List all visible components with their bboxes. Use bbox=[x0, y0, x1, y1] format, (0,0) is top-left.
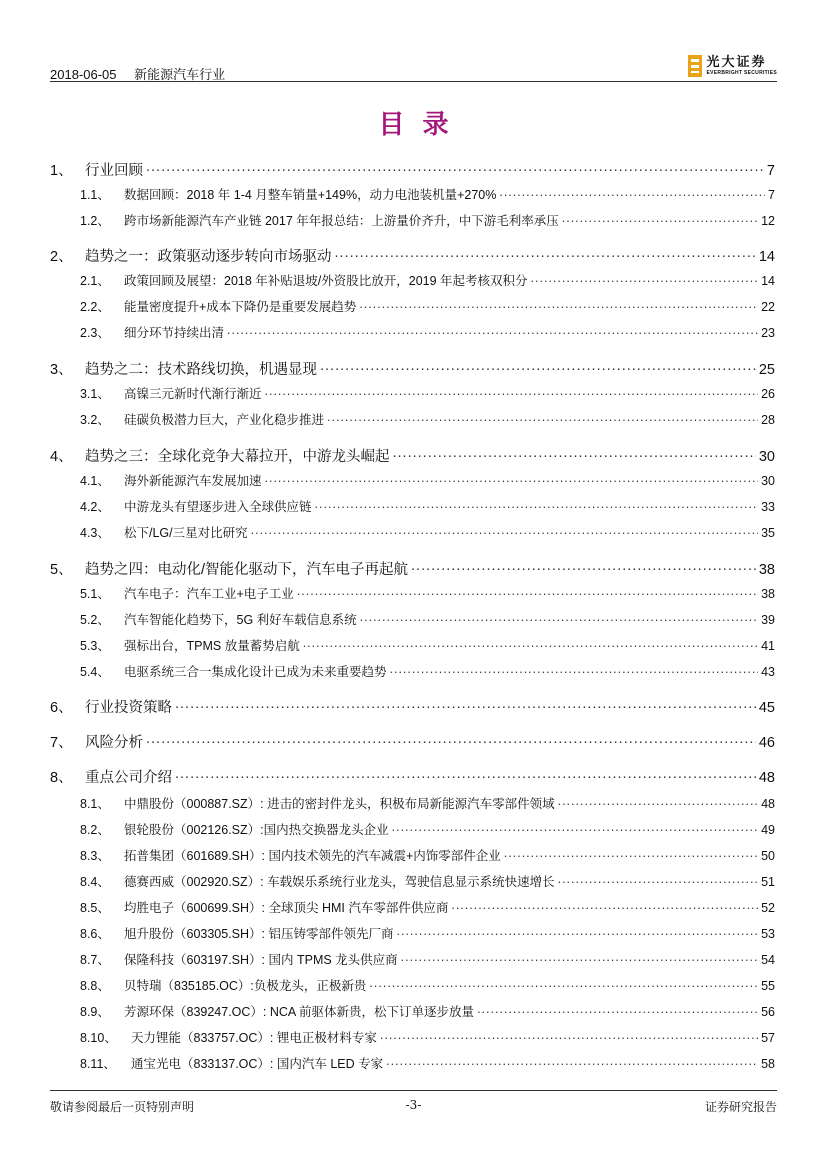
toc-number: 1.1、 bbox=[80, 188, 110, 202]
toc-number: 2.1、 bbox=[80, 274, 110, 288]
toc-page-number: 46 bbox=[758, 735, 775, 751]
toc-title[interactable]: 芳源环保（839247.OC）: NCA 前驱体新贵，松下订单逐步放量 bbox=[124, 1005, 475, 1019]
toc-number: 2.2、 bbox=[80, 300, 110, 314]
toc-page-number: 48 bbox=[758, 770, 775, 786]
toc-number: 8.9、 bbox=[80, 1005, 110, 1019]
toc-page-number: 7 bbox=[768, 188, 775, 202]
toc-number: 4.3、 bbox=[80, 526, 110, 540]
toc-page-number: 33 bbox=[761, 500, 775, 514]
toc-number: 8.4、 bbox=[80, 875, 110, 889]
toc-leader-dots bbox=[401, 952, 758, 965]
toc-number: 5.4、 bbox=[80, 665, 110, 679]
toc-title[interactable]: 中鼎股份（000887.SZ）: 进击的密封件龙头，积极布局新能源汽车零部件领域 bbox=[124, 797, 555, 811]
toc-title[interactable]: 行业投资策略 bbox=[85, 700, 172, 716]
toc-leader-dots bbox=[227, 325, 758, 338]
toc-section[interactable] bbox=[50, 636, 775, 654]
footer-divider bbox=[50, 1090, 777, 1091]
toc-page-number: 28 bbox=[761, 413, 775, 427]
toc-section[interactable] bbox=[50, 950, 775, 968]
toc-number: 8.2、 bbox=[80, 823, 110, 837]
toc-title[interactable]: 天力锂能（833757.OC）: 锂电正极材料专家 bbox=[131, 1031, 377, 1045]
toc-number: 8.8、 bbox=[80, 979, 110, 993]
toc-section[interactable] bbox=[50, 1028, 775, 1046]
everbright-logo-icon bbox=[688, 55, 702, 77]
industry-name: 新能源汽车行业 bbox=[134, 67, 226, 82]
toc-leader-dots bbox=[297, 586, 758, 599]
toc-leader-dots bbox=[451, 900, 758, 913]
toc-section[interactable] bbox=[50, 584, 775, 602]
toc-title[interactable]: 行业回顾 bbox=[85, 163, 143, 179]
logo-english-name: EVERBRIGHT SECURITIES bbox=[706, 70, 777, 76]
toc-page-number: 30 bbox=[761, 474, 775, 488]
toc-page-number: 25 bbox=[758, 362, 775, 378]
toc-leader-dots bbox=[393, 447, 756, 462]
toc-section[interactable] bbox=[50, 1002, 775, 1020]
toc-title[interactable]: 电驱系统三合一集成化设计已成为未来重要趋势 bbox=[124, 665, 387, 679]
toc-number: 8.6、 bbox=[80, 927, 110, 941]
header-divider bbox=[50, 81, 777, 82]
toc-leader-dots bbox=[531, 273, 759, 286]
toc-leader-dots bbox=[175, 698, 756, 713]
toc-title[interactable]: 趋势之一：政策驱动逐步转向市场驱动 bbox=[85, 249, 332, 265]
toc-chapter[interactable] bbox=[50, 245, 775, 266]
toc-leader-dots bbox=[360, 612, 758, 625]
toc-title[interactable]: 贝特瑞（835185.OC）:负极龙头，正极新贵 bbox=[124, 979, 367, 993]
toc-section[interactable] bbox=[50, 211, 775, 229]
toc-title[interactable]: 中游龙头有望逐步进入全球供应链 bbox=[124, 500, 312, 514]
toc-title[interactable]: 旭升股份（603305.SH）: 铝压铸零部件领先厂商 bbox=[124, 927, 394, 941]
toc-number: 1、 bbox=[50, 163, 73, 179]
toc-section[interactable] bbox=[50, 185, 775, 203]
toc-section[interactable] bbox=[50, 662, 775, 680]
toc-page-number: 39 bbox=[761, 613, 775, 627]
toc-leader-dots bbox=[558, 796, 758, 809]
toc-page-number: 54 bbox=[761, 953, 775, 967]
toc-section[interactable] bbox=[50, 523, 775, 541]
toc-number: 5、 bbox=[50, 562, 73, 578]
toc-title[interactable]: 数据回顾：2018 年 1-4 月整车销量+149%，动力电池装机量+270% bbox=[124, 188, 497, 202]
toc-leader-dots bbox=[303, 638, 758, 651]
toc-page-number: 12 bbox=[761, 214, 775, 228]
toc-title[interactable]: 政策回顾及展望：2018 年补贴退坡/外资股比放开，2019 年起考核双积分 bbox=[124, 274, 528, 288]
toc-number: 3、 bbox=[50, 362, 73, 378]
toc-section[interactable] bbox=[50, 872, 775, 890]
toc-leader-dots bbox=[411, 560, 756, 575]
toc-leader-dots bbox=[397, 926, 759, 939]
toc-leader-dots bbox=[265, 473, 759, 486]
toc-page-number: 26 bbox=[761, 387, 775, 401]
toc-chapter[interactable] bbox=[50, 445, 775, 466]
toc-section[interactable] bbox=[50, 846, 775, 864]
toc-number: 8.11、 bbox=[80, 1057, 116, 1071]
toc-number: 5.3、 bbox=[80, 639, 110, 653]
toc-number: 5.1、 bbox=[80, 587, 110, 601]
toc-page-number: 14 bbox=[761, 274, 775, 288]
toc-page-number: 41 bbox=[761, 639, 775, 653]
toc-chapter[interactable] bbox=[50, 696, 775, 717]
toc-number: 8.1、 bbox=[80, 797, 110, 811]
page-number: -3- bbox=[405, 1098, 422, 1112]
logo-chinese-name: 光大证券 bbox=[706, 55, 767, 70]
toc-title[interactable]: 强标出台，TPMS 放量蓄势启航 bbox=[124, 639, 300, 653]
toc-number: 4、 bbox=[50, 449, 73, 465]
toc-leader-dots bbox=[390, 664, 759, 677]
toc-title[interactable]: 海外新能源汽车发展加速 bbox=[124, 474, 262, 488]
toc-leader-dots bbox=[499, 187, 765, 200]
toc-page-number: 38 bbox=[761, 587, 775, 601]
toc-title[interactable]: 细分环节持续出清 bbox=[124, 326, 225, 340]
toc-title[interactable]: 汽车电子：汽车工业+电子工业 bbox=[124, 587, 294, 601]
toc-section[interactable] bbox=[50, 898, 775, 916]
toc-leader-dots bbox=[380, 1030, 758, 1043]
toc-section[interactable] bbox=[50, 976, 775, 994]
toc-leader-dots bbox=[327, 412, 758, 425]
toc-leader-dots bbox=[146, 733, 756, 748]
toc-chapter[interactable] bbox=[50, 766, 775, 787]
toc-chapter[interactable] bbox=[50, 731, 775, 752]
toc-title[interactable]: 保隆科技（603197.SH）: 国内 TPMS 龙头供应商 bbox=[124, 953, 398, 967]
toc-title[interactable]: 趋势之二：技术路线切换，机遇显现 bbox=[85, 362, 317, 378]
page-title: 目录 bbox=[378, 110, 467, 140]
toc-leader-dots bbox=[386, 1056, 758, 1069]
disclaimer-note: 敬请参阅最后一页特别声明 bbox=[50, 1100, 195, 1114]
toc-section[interactable] bbox=[50, 924, 775, 942]
toc-page-number: 52 bbox=[761, 901, 775, 915]
toc-number: 8.10、 bbox=[80, 1031, 117, 1045]
toc-leader-dots bbox=[265, 386, 759, 399]
toc-chapter[interactable] bbox=[50, 159, 775, 180]
toc-number: 8.3、 bbox=[80, 849, 110, 863]
toc-leader-dots bbox=[175, 768, 756, 783]
toc-number: 8.7、 bbox=[80, 953, 110, 967]
toc-title[interactable]: 风险分析 bbox=[85, 735, 143, 751]
toc-title[interactable]: 德赛西威（002920.SZ）: 车载娱乐系统行业龙头，驾驶信息显示系统快速增长 bbox=[124, 875, 555, 889]
toc-chapter[interactable] bbox=[50, 358, 775, 379]
toc-section[interactable] bbox=[50, 323, 775, 341]
toc-page-number: 38 bbox=[758, 562, 775, 578]
toc-page-number: 45 bbox=[758, 700, 775, 716]
toc-number: 2、 bbox=[50, 249, 73, 265]
toc-page-number: 51 bbox=[761, 875, 775, 889]
toc-leader-dots bbox=[392, 822, 758, 835]
toc-page-number: 35 bbox=[761, 526, 775, 540]
toc-title[interactable]: 硅碳负极潜力巨大，产业化稳步推进 bbox=[124, 413, 325, 427]
toc-number: 3.1、 bbox=[80, 387, 110, 401]
toc-page-number: 49 bbox=[761, 823, 775, 837]
toc-number: 1.2、 bbox=[80, 214, 110, 228]
toc-page-number: 56 bbox=[761, 1005, 775, 1019]
toc-leader-dots bbox=[477, 1004, 758, 1017]
toc-section[interactable] bbox=[50, 410, 775, 428]
toc-section[interactable] bbox=[50, 497, 775, 515]
toc-leader-dots bbox=[504, 848, 758, 861]
toc-title[interactable]: 银轮股份（002126.SZ）:国内热交换器龙头企业 bbox=[124, 823, 389, 837]
toc-leader-dots bbox=[558, 874, 758, 887]
toc-page-number: 14 bbox=[758, 249, 775, 265]
toc-section[interactable] bbox=[50, 297, 775, 315]
report-type: 证券研究报告 bbox=[704, 1100, 777, 1114]
toc-page-number: 30 bbox=[758, 449, 775, 465]
toc-leader-dots bbox=[146, 161, 764, 176]
toc-page-number: 58 bbox=[761, 1057, 775, 1071]
toc-title[interactable]: 能量密度提升+成本下降仍是重要发展趋势 bbox=[124, 300, 357, 314]
page-header bbox=[50, 52, 777, 82]
toc-title[interactable]: 汽车智能化趋势下，5G 利好车载信息系统 bbox=[124, 613, 357, 627]
company-logo bbox=[688, 52, 777, 80]
toc-page-number: 7 bbox=[766, 163, 775, 179]
toc-number: 4.2、 bbox=[80, 500, 110, 514]
toc-section[interactable] bbox=[50, 610, 775, 628]
toc-title[interactable]: 趋势之三：全球化竞争大幕拉开，中游龙头崛起 bbox=[85, 449, 390, 465]
report-date: 2018-06-05 bbox=[50, 67, 117, 82]
toc-leader-dots bbox=[369, 978, 758, 991]
toc-number: 7、 bbox=[50, 735, 73, 751]
toc-page-number: 48 bbox=[761, 797, 775, 811]
toc-title[interactable]: 跨市场新能源汽车产业链 2017 年年报总结：上游量价齐升，中下游毛利率承压 bbox=[124, 214, 559, 228]
toc-leader-dots bbox=[562, 213, 758, 226]
toc-title[interactable]: 重点公司介绍 bbox=[85, 770, 172, 786]
toc-number: 5.2、 bbox=[80, 613, 110, 627]
toc-section[interactable] bbox=[50, 820, 775, 838]
toc-title[interactable]: 通宝光电（833137.OC）: 国内汽车 LED 专家 bbox=[131, 1057, 384, 1071]
toc-title[interactable]: 高镍三元新时代渐行渐近 bbox=[124, 387, 262, 401]
toc-number: 4.1、 bbox=[80, 474, 110, 488]
toc-leader-dots bbox=[359, 299, 758, 312]
toc-title[interactable]: 均胜电子（600699.SH）: 全球顶尖 HMI 汽车零部件供应商 bbox=[124, 901, 449, 915]
toc-number: 8.5、 bbox=[80, 901, 110, 915]
toc-number: 2.3、 bbox=[80, 326, 110, 340]
toc-section[interactable] bbox=[50, 1054, 775, 1072]
toc-number: 3.2、 bbox=[80, 413, 110, 427]
toc-leader-dots bbox=[320, 360, 756, 375]
toc-section[interactable] bbox=[50, 471, 775, 489]
toc-leader-dots bbox=[251, 525, 758, 538]
toc-page-number: 43 bbox=[761, 665, 775, 679]
toc-number: 8、 bbox=[50, 770, 73, 786]
toc-leader-dots bbox=[335, 247, 756, 262]
toc-page-number: 50 bbox=[761, 849, 775, 863]
toc-page-number: 57 bbox=[761, 1031, 775, 1045]
toc-section[interactable] bbox=[50, 384, 775, 402]
toc-number: 6、 bbox=[50, 700, 73, 716]
toc-page-number: 53 bbox=[761, 927, 775, 941]
toc-page-number: 55 bbox=[761, 979, 775, 993]
toc-page-number: 22 bbox=[761, 300, 775, 314]
toc-page-number: 23 bbox=[761, 326, 775, 340]
toc-section[interactable] bbox=[50, 794, 775, 812]
toc-title[interactable]: 松下/LG/三星对比研究 bbox=[124, 526, 248, 540]
toc-title[interactable]: 拓普集团（601689.SH）: 国内技术领先的汽车减震+内饰零部件企业 bbox=[124, 849, 501, 863]
toc-leader-dots bbox=[315, 499, 759, 512]
toc-section[interactable] bbox=[50, 271, 775, 289]
toc-chapter[interactable] bbox=[50, 558, 775, 579]
toc-title[interactable]: 趋势之四：电动化/智能化驱动下，汽车电子再起航 bbox=[85, 562, 409, 578]
